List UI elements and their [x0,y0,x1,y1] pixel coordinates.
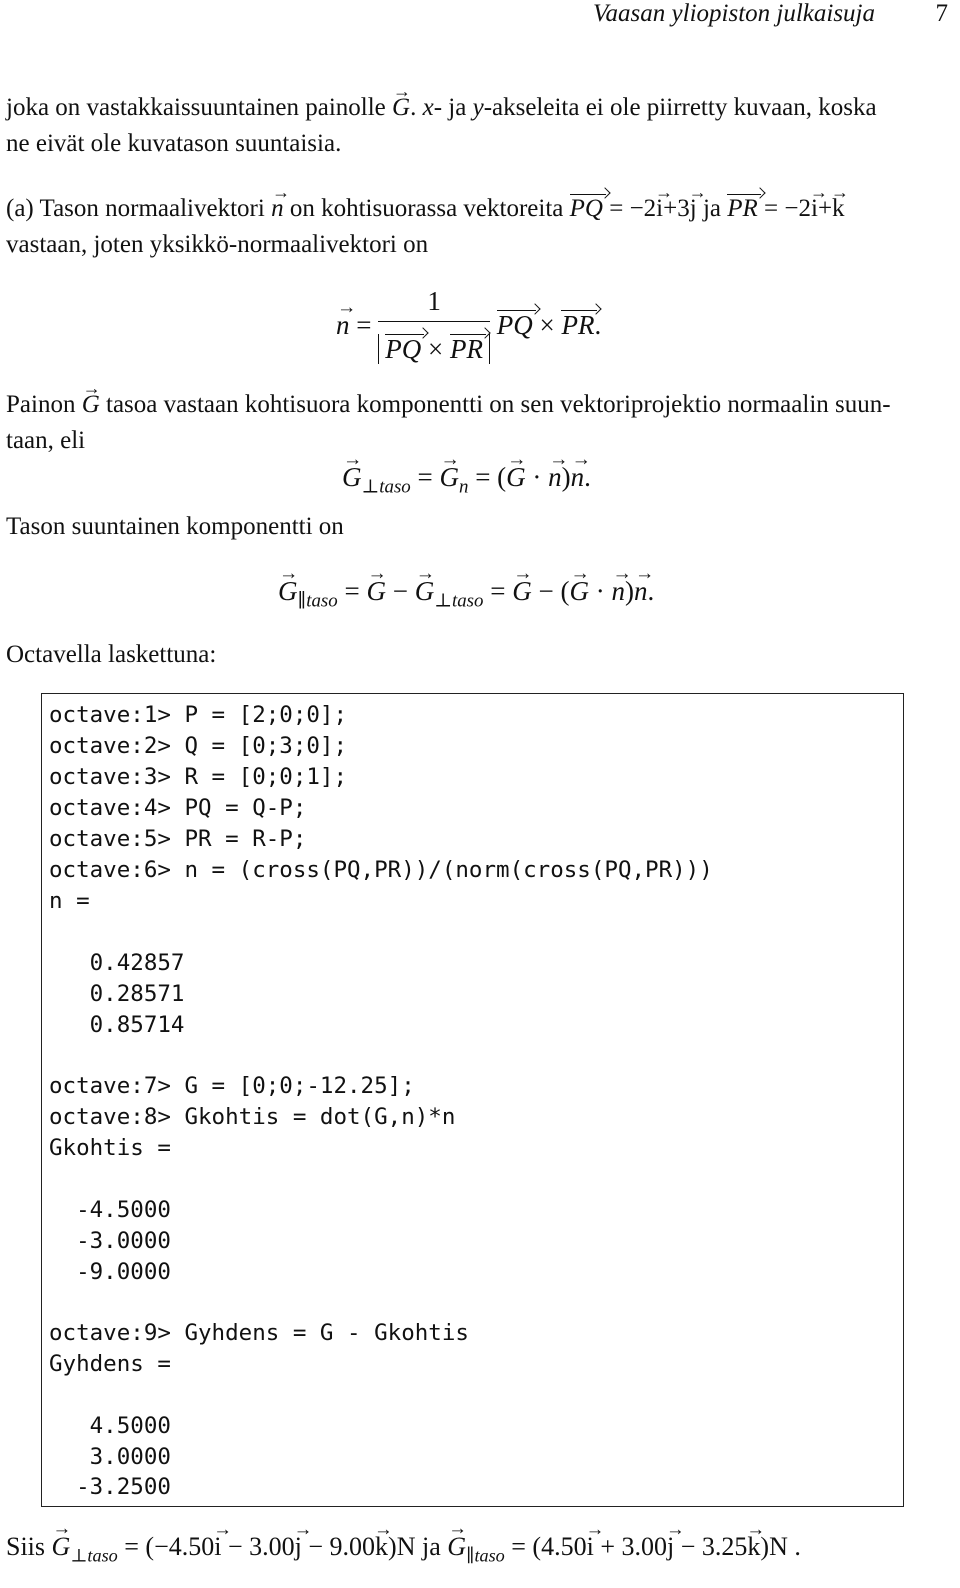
rhs [490,310,601,340]
text-span: joka on vastakkaissuuntainen painolle [6,94,393,121]
text-span: = (−4.50 [117,1532,215,1561]
code-line: octave:3> R = [0;0;1]; [49,764,348,790]
text-span: − 3.00 [221,1532,295,1561]
equation-perpendicular [342,462,591,499]
text-span: = ( [468,462,507,492]
text-span: on kohtisuorassa vektoreita [283,195,570,222]
code-line: -3.2500 [49,1474,171,1500]
code-line: octave:8> Gkohtis = dot(G,n)*n [49,1104,456,1130]
vector-n: → n [271,194,284,224]
text-span: - ja [433,94,473,121]
text-span: . [410,94,423,121]
unit-k: → k [747,1532,760,1562]
vector-n: → n [336,310,350,341]
text-span: (a) Tason normaalivektori [6,195,272,222]
equals: = [410,462,440,492]
code-line: Gkohtis = [49,1135,171,1161]
vector-PQ: PQ [385,334,422,364]
period: . [594,310,602,340]
vector-n: → n [548,462,562,493]
code-line: 0.85714 [49,1012,185,1038]
unit-i: → i [656,194,663,224]
vector-PR: PR [727,195,758,222]
text-span: + 3.00 [593,1532,667,1561]
vector-G: → G [52,1532,71,1562]
vector-G: → G [512,576,532,607]
unit-k: → k [832,194,845,224]
text-span: = (4.50 [504,1532,587,1561]
times: × [532,310,562,340]
times: × [421,334,450,364]
equals: = [349,310,379,340]
code-line: -9.0000 [49,1259,171,1285]
vector-PQ: PQ [496,310,533,340]
norm [378,334,490,364]
text-span: )N . [760,1532,801,1561]
sub-taso: taso [306,590,338,612]
unit-j: → j [667,1532,674,1562]
conclusion-line [6,1532,801,1566]
perp-symbol: ⊥ [70,1545,88,1566]
text-span: tasoa vastaan kohtisuora komponentti on sen vektoriprojektio normaalin suun- [99,391,891,418]
sub-taso: taso [451,590,484,612]
minus: − [531,576,561,606]
paragraph-line: vastaan, joten yksikkö-normaalivektori on [6,231,429,258]
subscript [70,1545,117,1565]
text-span: +3 [663,195,690,222]
paragraph-line: Octavella laskettuna: [6,641,217,668]
equals: = [483,576,513,606]
vector-G: → G [440,462,460,493]
code-line: octave:5> PR = R-P; [49,826,307,852]
vector-n: → n [571,462,585,493]
vector-PQ: PQ [569,195,603,222]
unit-j: → j [690,194,697,224]
unit-i: → i [587,1532,594,1562]
subscript [434,591,483,612]
text-span: ja [696,195,728,222]
code-line: 0.28571 [49,981,185,1007]
axis-x: x [422,94,434,121]
numerator: 1 [378,286,490,322]
code-line: octave:7> G = [0;0;-12.25]; [49,1073,415,1099]
text-span: = −2 [757,195,811,222]
close-paren: ) [561,462,571,492]
code-line: -4.5000 [49,1197,171,1223]
text-span: = −2 [602,195,657,222]
text-span: -akseleita ei ole piirretty kuvaan, koska [483,94,877,121]
text-span: Painon [6,391,82,418]
text-span: − 9.00 [301,1532,376,1561]
dot: · [525,462,549,492]
open-paren: ( [560,576,570,606]
subscript [298,591,338,612]
text-span: )N ja [388,1532,448,1561]
perp-symbol: ⊥ [434,590,452,612]
paragraph-line [6,390,891,420]
fraction [378,286,490,365]
close-paren: ) [624,576,634,606]
vector-n: → n [611,576,625,607]
sub-n: n [459,476,469,498]
vector-G: → G [569,576,589,607]
equals: = [337,576,367,606]
code-line: octave:4> PQ = Q-P; [49,795,307,821]
text-span: Siis [6,1532,52,1561]
perp-symbol: ⊥ [361,476,380,498]
vector-G: → G [506,462,526,493]
paragraph-line [6,93,877,123]
denominator [378,322,490,365]
sub-taso: taso [474,1545,505,1566]
subscript [362,477,411,498]
page-number: 7 [935,0,948,27]
sub-taso: taso [379,476,411,498]
vector-G: → G [415,576,435,607]
text-span: − 3.25 [674,1532,748,1561]
running-header-title: Vaasan yliopiston julkaisuja [593,0,875,27]
vector-G: → G [392,93,410,123]
text-span: + [817,195,833,222]
equation-parallel [278,576,654,613]
vector-G: → G [342,462,362,493]
paragraph-line [6,194,845,224]
dot: · [588,576,612,606]
minus: − [385,576,415,606]
period: . [647,576,655,606]
code-line: n = [49,888,90,914]
paragraph-line: Tason suuntainen komponentti on [6,513,344,540]
code-line: octave:6> n = (cross(PQ,PR))/(norm(cross(PQ,PR))) [49,857,713,883]
subscript [466,1545,505,1565]
paragraph-line: ne eivät ole kuvatason suuntaisia. [6,130,342,157]
code-line: 0.42857 [49,950,185,976]
vector-G: → G [278,576,298,607]
parallel-symbol: ∥ [466,1545,475,1566]
vector-G: → G [447,1532,466,1562]
period: . [584,462,591,492]
code-line: -3.0000 [49,1228,171,1254]
sub-taso: taso [87,1545,118,1566]
vector-G: → G [366,576,386,607]
parallel-symbol: ∥ [297,590,307,612]
equation-unit-normal [336,286,601,365]
vector-PR: PR [449,334,483,364]
unit-i: → i [811,194,818,224]
code-line: Gyhdens = [49,1351,171,1377]
unit-j: → j [295,1532,302,1562]
paragraph-line: taan, eli [6,427,86,454]
code-line: octave:2> Q = [0;3;0]; [49,733,348,759]
vector-n: → n [634,576,648,607]
vector-PR: PR [561,310,595,340]
code-line: octave:9> Gyhdens = G - Gkohtis [49,1320,469,1346]
vector-G: → G [82,390,100,420]
code-line: 3.0000 [49,1444,171,1470]
code-line: 4.5000 [49,1413,171,1439]
unit-i: → i [214,1532,221,1562]
unit-k: → k [375,1532,388,1562]
axis-y: y [472,94,484,121]
code-line: octave:1> P = [2;0;0]; [49,702,348,728]
